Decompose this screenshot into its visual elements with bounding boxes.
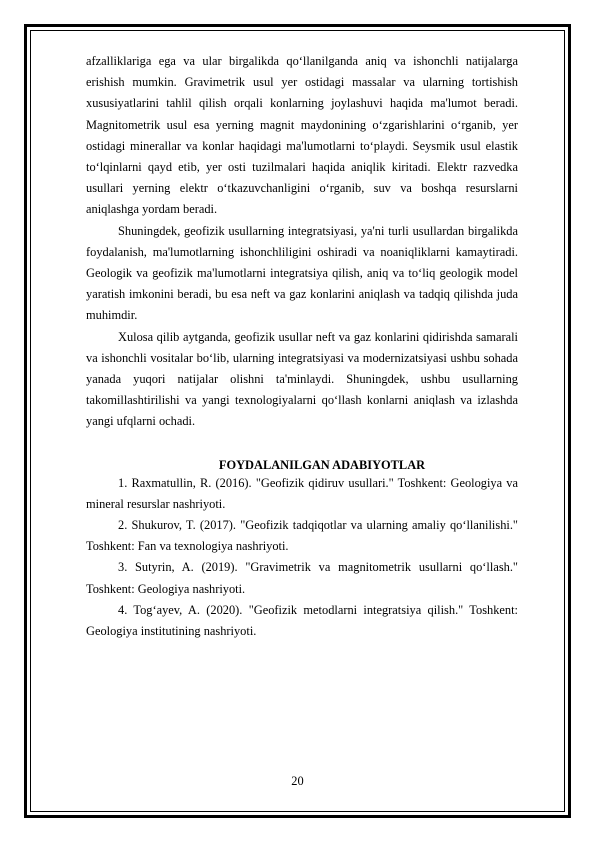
references-list xyxy=(86,473,518,643)
body-paragraph-3: Xulosa qilib aytganda, geofizik usullar neft va gaz konlarini qidirishda samarali va ishonchli vositalar bo‘lib, ularning integratsiyasi va modernizatsiyasi ushbu sohada yanada yuqori natijalar olishni ta'minlaydi. Shuningdek, ushbu usullarning takomillashtirilishi va yangi texnologiyalarni qo‘llash konlarni aniqlash va izlashda yangi ufqlarni ochadi. xyxy=(86,329,518,429)
body-paragraph-2: Shuningdek, geofizik usullarning integratsiyasi, ya'ni turli usullardan birgalikda foydalanish, ma'lumotlarning ishonchliligini oshiradi va noaniqliklarni kamaytiradi. Geologik va geofizik ma'lumotlarni integratsiya qilish, aniq va to‘liq geologik model yaratish imkonini beradi, bu esa neft va gaz konlarini aniqlash va tadqiq qilishda juda muhimdir. xyxy=(86,223,518,323)
body-paragraph-1: afzalliklariga ega va ular birgalikda qo‘llanilganda aniq va ishonchli natijalarga erishish mumkin. Gravimetrik usul yer ostidagi massalar va ularning tortishish xususiyatlarini tahlil qilish orqali konlarning joylashuvi haqida ma'lumot beradi. Magnitometrik usul esa yerning magnit maydonining o‘zgarishlarini o‘rganib, yer ostidagi minerallar va konlar haqidagi ma'lumotlarni to‘playdi. Seysmik usul elastik to‘lqinlarni qayd etib, yer osti tuzilmalari haqida aniqlik kiritadi. Elektr razvedka usullari yerning elektr o‘tkazuvchanligini o‘rganib, suv va boshqa resurslarni aniqlashga yordam beradi. xyxy=(86,54,518,217)
page-content xyxy=(86,51,518,642)
reference-item-2: 2. Shukurov, T. (2017). "Geofizik tadqiqotlar va ularning amaliy qo‘llanilishi." Toshkent: Fan va texnologiya nashriyoti. xyxy=(86,518,518,554)
reference-item-4: 4. Tog‘ayev, A. (2020). "Geofizik metodlarni integratsiya qilish." Toshkent: Geologiya institutining nashriyoti. xyxy=(86,602,518,639)
page-number: 20 xyxy=(291,774,304,788)
reference-item-3: 3. Sutyrin, A. (2019). "Gravimetrik va magnitometrik usullarni qo‘llash." Toshkent: Geologiya nashriyoti. xyxy=(86,560,518,596)
reference-item-1: 1. Raxmatullin, R. (2016). "Geofizik qidiruv usullari." Toshkent: Geologiya va mineral resurslar nashriyoti. xyxy=(86,475,518,511)
references-heading: FOYDALANILGAN ADABIYOTLAR xyxy=(218,457,426,472)
